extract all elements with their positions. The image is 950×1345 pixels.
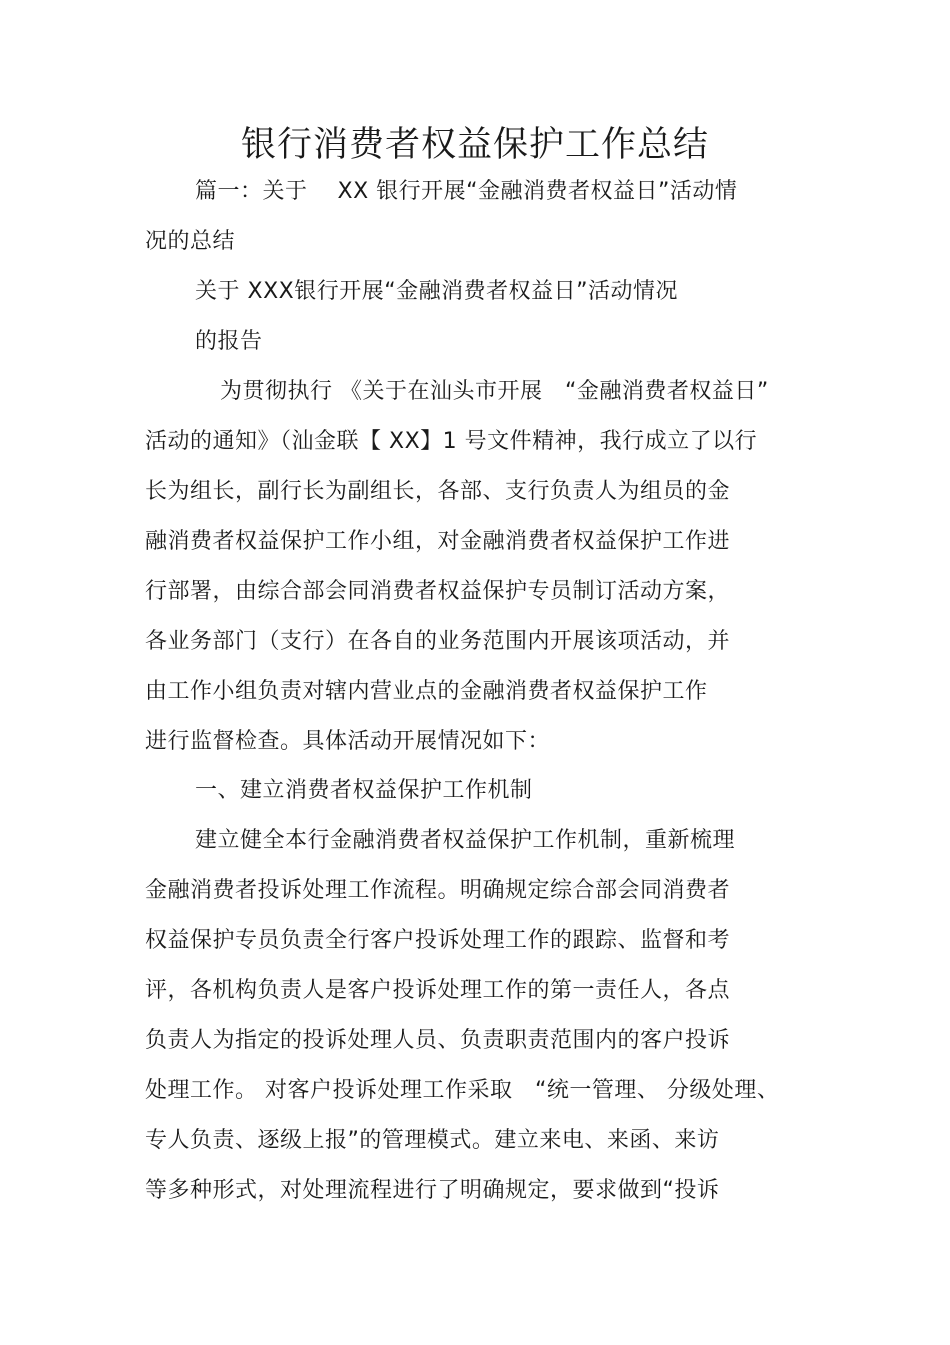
- section-heading: 一、建立消费者权益保护工作机制: [195, 778, 533, 803]
- text-line: 活动的通知》（汕金联【 XX】1 号文件精神，我行成立了以行: [145, 429, 758, 454]
- text-line: 关于 XXX银行开展“金融消费者权益日”活动情况: [195, 279, 679, 304]
- text-line: 长为组长，副行长为副组长，各部、支行负责人为组员的金: [145, 479, 731, 504]
- text-line: 权益保护专员负责全行客户投诉处理工作的跟踪、监督和考: [145, 928, 731, 953]
- text-line: 金融消费者投诉处理工作流程。明确规定综合部会同消费者: [145, 878, 731, 903]
- text-line: 进行监督检查。具体活动开展情况如下：: [145, 729, 551, 754]
- text-line: 负责人为指定的投诉处理人员、负责职责范围内的客户投诉: [145, 1028, 731, 1053]
- text-line: 况的总结: [145, 229, 236, 254]
- text-line: 评，各机构负责人是客户投诉处理工作的第一责任人，各点: [145, 978, 731, 1003]
- text-line: 各业务部门（支行）在各自的业务范围内开展该项活动，并: [145, 629, 731, 654]
- text-line: 篇一：关于 XX 银行开展“金融消费者权益日”活动情: [195, 179, 738, 204]
- text-line: 融消费者权益保护工作小组，对金融消费者权益保护工作进: [145, 529, 731, 554]
- text-line: 行部署，由综合部会同消费者权益保护专员制订活动方案，: [145, 579, 731, 604]
- text-line: 建立健全本行金融消费者权益保护工作机制，重新梳理: [195, 828, 736, 853]
- text-line: 由工作小组负责对辖内营业点的金融消费者权益保护工作: [145, 679, 708, 704]
- text-line: 专人负责、逐级上报”的管理模式。建立来电、来函、来访: [145, 1128, 720, 1153]
- text-line: 的报告: [195, 329, 263, 354]
- text-line: 等多种形式，对处理流程进行了明确规定，要求做到“投诉: [145, 1178, 720, 1203]
- text-line: 为贯彻执行 《关于在汕头市开展 “金融消费者权益日”: [220, 379, 769, 404]
- document-title: 银行消费者权益保护工作总结: [240, 125, 709, 165]
- text-line: 处理工作。 对客户投诉处理工作采取 “统一管理、 分级处理、: [145, 1078, 780, 1103]
